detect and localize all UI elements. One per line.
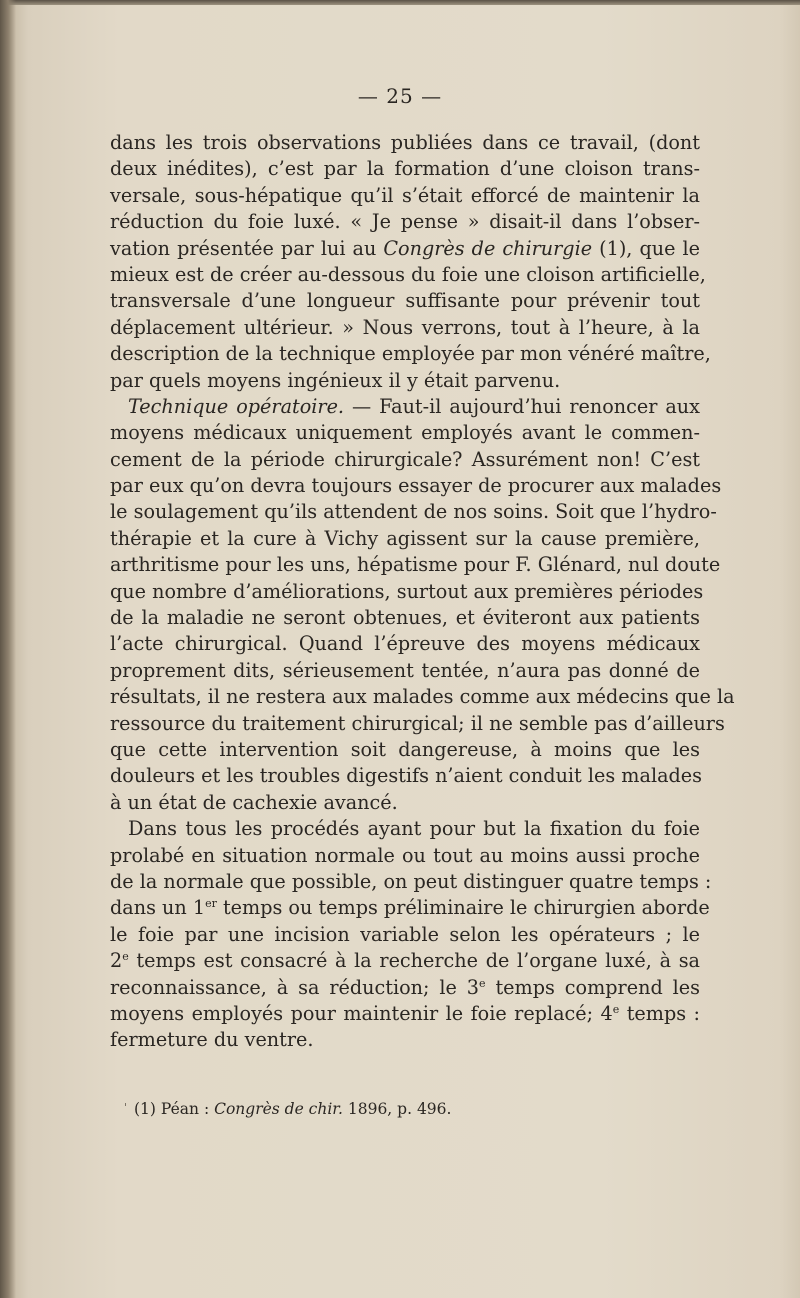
text-line: reconnaissance, à sa réduction; le 3e temps comprend les [110, 975, 700, 999]
text-line: de la normale que possible, on peut distinguer quatre temps : [110, 869, 712, 893]
text-line: le foie par une incision variable selon les opérateurs ; le [110, 922, 700, 946]
text-line: arthritisme pour les uns, hépatisme pour F. Glénard, nul doute [110, 553, 721, 577]
text-line: que cette intervention soit dangereuse, à moins que les [110, 737, 700, 761]
text-line: vation présentée par lui au Congrès de chirurgie (1), que le [110, 236, 700, 260]
text-line: ressource du traitement chirurgical; il ne semble pas d’ailleurs [110, 711, 725, 735]
text-line: à un état de cachexie avancé. [110, 790, 398, 814]
text-line: que nombre d’améliorations, surtout aux premières périodes [110, 579, 704, 603]
text-line: mieux est de créer au-dessous du foie une cloison artificielle, [110, 262, 706, 286]
text-line: cement de la période chirurgicale? Assurément non! C’est [110, 447, 700, 471]
footnote: ' (1) Péan : Congrès de chir. 1896, p. 496. [124, 1097, 704, 1120]
footnote-mark: ' [124, 1101, 128, 1114]
footnote-title: Congrès de chir. [214, 1100, 343, 1118]
text-line: prolabé en situation normale ou tout au moins aussi proche [110, 843, 700, 867]
text-line: proprement dits, sérieusement tentée, n’aura pas donné de [110, 658, 700, 682]
text-line: thérapie et la cure à Vichy agissent sur la cause première, [110, 526, 700, 550]
text-line: par quels moyens ingénieux il y était parvenu. [110, 368, 561, 392]
text-line: deux inédites), c’est par la formation d’une cloison trans- [110, 157, 700, 181]
body-text [110, 130, 735, 1054]
text-line: 2e temps est consacré à la recherche de l’organe luxé, à sa [110, 949, 700, 973]
text-line: résultats, il ne restera aux malades comme aux médecins que la [110, 685, 735, 709]
text-line: dans un 1er temps ou temps préliminaire le chirurgien aborde [110, 896, 710, 920]
text-line: fermeture du ventre. [110, 1028, 314, 1052]
italic-title: Congrès de chirurgie [383, 236, 593, 260]
text-line: versale, sous-hépatique qu’il s’était efforcé de maintenir la [110, 183, 700, 207]
page-binding-shadow [0, 0, 16, 1298]
text-line: déplacement ultérieur. » Nous verrons, tout à l’heure, à la [110, 315, 700, 339]
text-line: par eux qu’on devra toujours essayer de procurer aux malades [110, 474, 722, 498]
text-line: moyens employés pour maintenir le foie replacé; 4e temps : [110, 1001, 700, 1025]
section-heading: Technique opératoire. [128, 394, 345, 418]
text-line: description de la technique employée par mon vénéré maître, [110, 342, 711, 366]
text-line: l’acte chirurgical. Quand l’épreuve des moyens médicaux [110, 632, 700, 656]
text-line: transversale d’une longueur suffisante pour prévenir tout [110, 289, 700, 313]
text-line: de la maladie ne seront obtenues, et éviteront aux patients [110, 606, 700, 630]
text-line: dans les trois observations publiées dans ce travail, (dont [110, 131, 700, 154]
page-number: — 25 — [357, 84, 443, 108]
text-line: Technique opératoire. — Faut-il aujourd’hui renoncer aux [128, 394, 700, 418]
text-line: moyens médicaux uniquement employés avant le commen- [110, 421, 700, 445]
text-line: le soulagement qu’ils attendent de nos soins. Soit que l’hydro- [110, 500, 717, 524]
text-line: Dans tous les procédés ayant pour but la fixation du foie [128, 817, 700, 841]
page-top-edge [0, 0, 800, 5]
text-line: douleurs et les troubles digestifs n’aient conduit les malades [110, 764, 703, 788]
text-line: réduction du foie luxé. « Je pense » disait-il dans l’obser- [110, 210, 700, 234]
